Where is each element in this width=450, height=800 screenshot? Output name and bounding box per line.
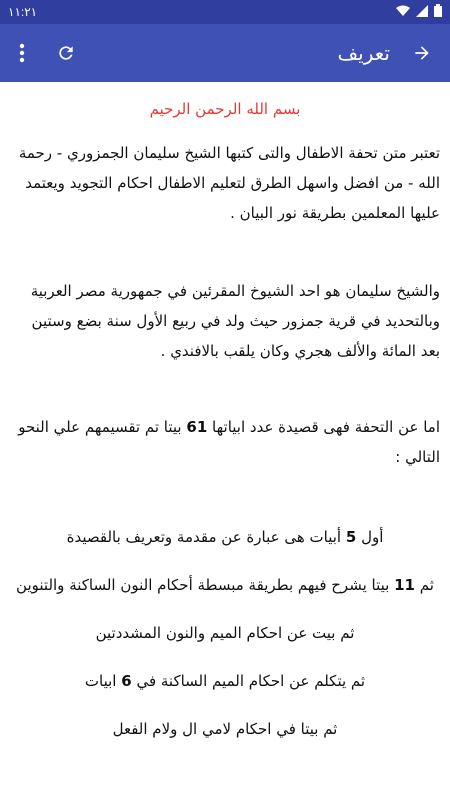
list-item-text: ثم يتكلم عن احكام الميم الساكنة في	[136, 672, 366, 690]
list-item-text: أبيات هى عبارة عن مقدمة وتعريف بالقصيدة	[66, 528, 342, 546]
paragraph-intro: تعتبر متن تحفة الاطفال والتى كتبها الشيخ سليمان الجمزوري - رحمة الله - من افضل واسهل الطرق لتعليم الاطفال احكام التجويد ويعتمد عليها المعلمين بطريقة نور البيان .	[18, 144, 440, 222]
list-item: ثم بيت عن احكام الميم والنون المشددتين	[95, 624, 355, 642]
status-time: ١١:٢١	[8, 5, 38, 19]
basmala: بسم الله الرحمن الرحيم	[149, 100, 301, 118]
back-button[interactable]	[400, 24, 444, 82]
battery-icon	[434, 4, 442, 17]
app-bar	[0, 24, 450, 82]
refresh-button[interactable]	[44, 24, 88, 82]
list-item-partial: ثم بيتا في احكام لامي ال ولام الفعل	[112, 720, 338, 738]
overflow-menu-button[interactable]	[0, 24, 44, 82]
list-item-number: 11	[394, 576, 415, 594]
list-item-text: ابيات	[84, 672, 117, 690]
page-title: تعريف	[337, 41, 390, 65]
status-bar	[0, 0, 450, 24]
paragraph-structure-before: اما عن التحفة فهى قصيدة عدد ابياتها	[212, 418, 440, 436]
more-vert-icon	[19, 43, 25, 63]
list-item-number: 6	[121, 672, 132, 690]
list-item-text: بيتا يشرح فيهم بطريقة مبسطة أحكام النون الساكنة والتنوين	[16, 576, 390, 594]
content-area[interactable]	[0, 82, 450, 800]
list-item	[10, 570, 440, 600]
list-item-text: ثم	[419, 576, 434, 594]
list-item-text: أول	[361, 528, 384, 546]
arrow-forward-icon	[412, 43, 432, 63]
list-item-number: 5	[345, 528, 357, 546]
list-item	[10, 522, 440, 552]
list-item	[10, 666, 440, 696]
signal-icon	[416, 5, 428, 17]
paragraph-author: والشيخ سليمان هو احد الشيوخ المقرئين في جمهورية مصر العربية وبالتحديد في قرية جمزور حيث ولد في ربيع الأول سنة بضع وستين بعد المائة والألف هجري وكان يلقب بالافندي .	[30, 282, 440, 360]
wifi-icon	[396, 5, 410, 17]
paragraph-structure	[10, 412, 440, 472]
paragraph-structure-after: بيتا تم تقسيمهم علي النحو التالي :	[18, 418, 440, 466]
paragraph-structure-count: 61	[186, 418, 208, 436]
refresh-icon	[56, 43, 76, 63]
status-icons	[396, 4, 442, 17]
